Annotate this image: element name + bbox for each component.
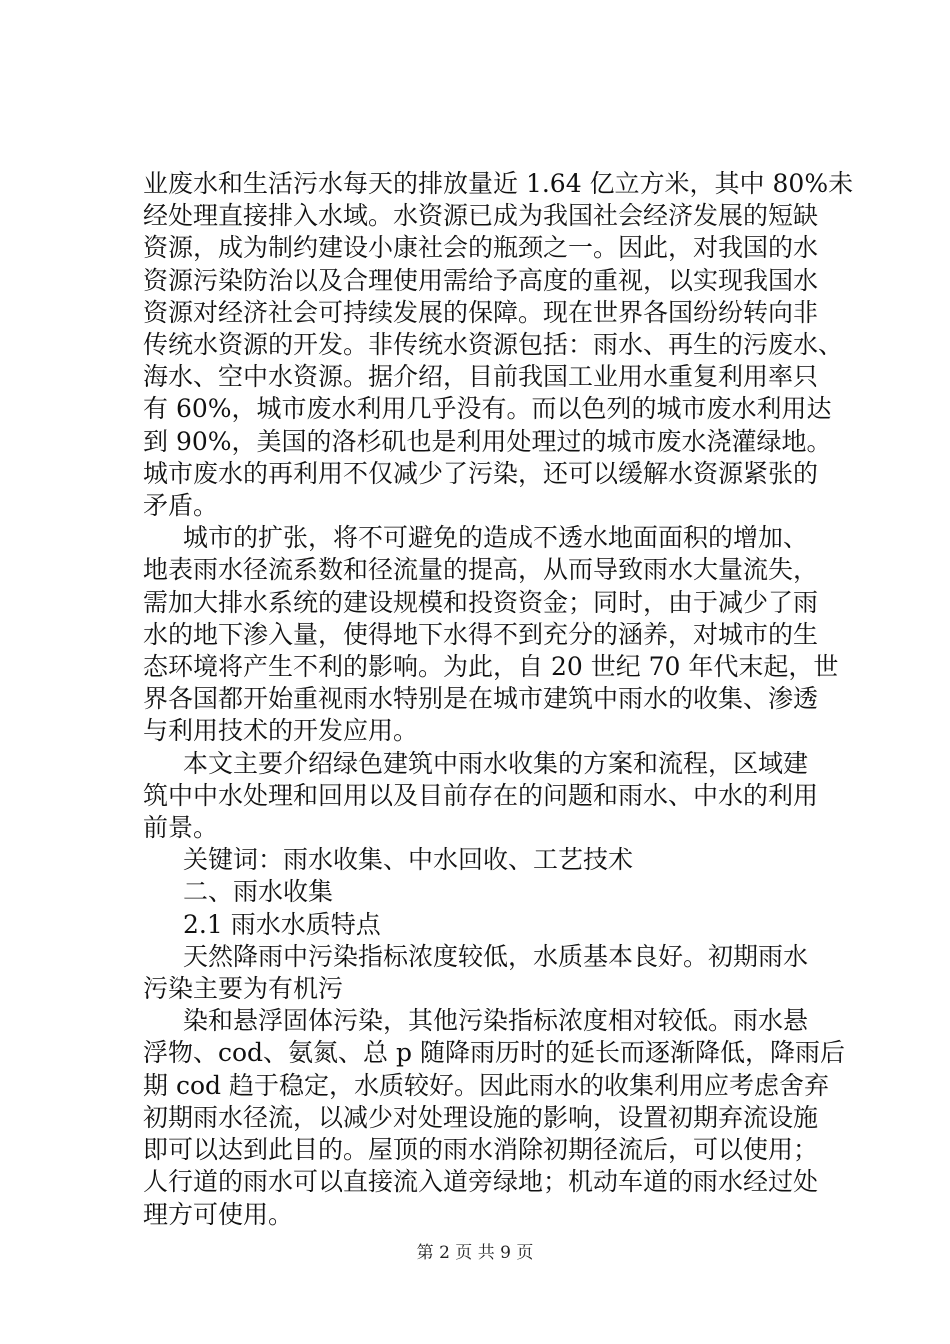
text-line: 矛盾。: [143, 491, 219, 521]
text-line: 城市废水的再利用不仅减少了污染，还可以缓解水资源紧张的: [143, 458, 819, 488]
paragraph-abstract: [143, 748, 823, 845]
text-line: 筑中中水处理和回用以及目前存在的问题和雨水、中水的利用: [143, 780, 819, 810]
text-line: 人行道的雨水可以直接流入道旁绿地；机动车道的雨水经过处: [143, 1167, 819, 1197]
document-body: [143, 168, 854, 1231]
text-line: 水的地下渗入量，使得地下水得不到充分的涵养，对城市的生: [143, 619, 819, 649]
text-line: 本文主要介绍绿色建筑中雨水收集的方案和流程，区域建: [183, 748, 809, 778]
page-number: 第 2 页 共 9 页: [416, 1243, 534, 1263]
text-line: 经处理直接排入水域。水资源已成为我国社会经济发展的短缺: [143, 201, 819, 231]
text-line: 2.1 雨水水质特点: [183, 909, 381, 939]
paragraph-pollution: [143, 1005, 845, 1230]
text-line: 海水、空中水资源。据介绍，目前我国工业用水重复利用率只: [143, 362, 819, 392]
text-line: 资源污染防治以及合理使用需给予高度的重视，以实现我国水: [143, 265, 819, 295]
text-line: 到 90%，美国的洛杉矶也是利用处理过的城市废水浇灌绿地。: [143, 426, 832, 456]
paragraph-water-waste: [143, 168, 854, 522]
text-line: 资源对经济社会可持续发展的保障。现在世界各国纷纷转向非: [143, 297, 819, 327]
text-line: 污染主要为有机污: [143, 974, 344, 1004]
text-line: 城市的扩张，将不可避免的造成不透水地面面积的增加、: [183, 523, 809, 553]
text-line: 资源，成为制约建设小康社会的瓶颈之一。因此，对我国的水: [143, 233, 819, 263]
text-line: 期 cod 趋于稳定，水质较好。因此雨水的收集利用应考虑舍弃: [143, 1070, 829, 1100]
text-line: 初期雨水径流，以减少对处理设施的影响，设置初期弃流设施: [143, 1102, 819, 1132]
text-line: 二、雨水收集: [183, 877, 334, 907]
text-line: 即可以达到此目的。屋顶的雨水消除初期径流后，可以使用；: [143, 1135, 819, 1165]
text-line: 浮物、cod、氨氮、总 p 随降雨历时的延长而逐渐降低，降雨后: [143, 1038, 845, 1068]
text-line: 前景。: [143, 813, 219, 843]
text-line: 染和悬浮固体污染，其他污染指标浓度相对较低。雨水悬: [183, 1006, 809, 1036]
text-line: 态环境将产生不利的影响。为此，自 20 世纪 70 年代末起，世: [143, 652, 839, 682]
text-line: 有 60%，城市废水利用几乎没有。而以色列的城市废水利用达: [143, 394, 832, 424]
text-line: 界各国都开始重视雨水特别是在城市建筑中雨水的收集、渗透: [143, 684, 819, 714]
text-line: 传统水资源的开发。非传统水资源包括：雨水、再生的污废水、: [143, 330, 844, 360]
subsection-heading: [143, 909, 823, 941]
page-footer: [0, 1242, 950, 1264]
text-line: 与利用技术的开发应用。: [143, 716, 419, 746]
text-line: 理方可使用。: [143, 1199, 294, 1229]
text-line: 关键词：雨水收集、中水回收、工艺技术: [183, 845, 634, 875]
text-line: 需加大排水系统的建设规模和投资资金；同时，由于减少了雨: [143, 587, 819, 617]
section-heading: [143, 876, 823, 908]
text-line: 地表雨水径流系数和径流量的提高，从而导致雨水大量流失，: [143, 555, 819, 585]
text-line: 业废水和生活污水每天的排放量近 1.64 亿立方米，其中 80%未: [143, 169, 854, 198]
paragraph-keywords: [143, 844, 823, 876]
paragraph-rain-quality: [143, 941, 823, 1005]
text-line: 天然降雨中污染指标浓度较低，水质基本良好。初期雨水: [183, 941, 809, 971]
paragraph-urban-expansion: [143, 522, 839, 747]
